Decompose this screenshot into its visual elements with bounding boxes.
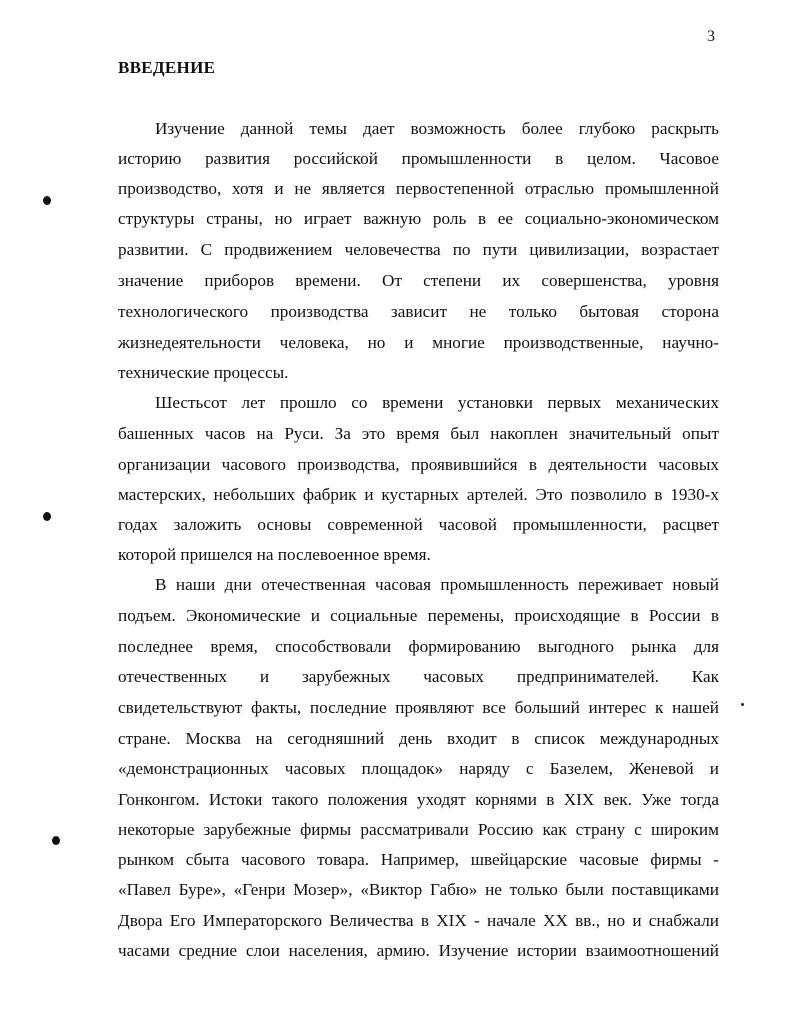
text-line: организации часового производства, проявившийся в деятельности часовых [118,455,719,474]
text-line: Гонконгом. Истоки такого положения уходят корнями в XIX век. Уже тогда [118,790,719,809]
text-line: свидетельствуют факты, последние проявляют все больший интерес к нашей [118,698,719,717]
text-line: структуры страны, но играет важную роль в ее социально-экономическом [118,209,719,228]
text-line: башенных часов на Руси. За это время был накоплен значительный опыт [118,424,719,443]
text-line: которой пришелся на послевоенное время. [118,545,431,564]
text-line: В наши дни отечественная часовая промышленность переживает новый [155,575,719,594]
text-line: технические процессы. [118,363,289,382]
text-line: мастерских, небольших фабрик и кустарных артелей. Это позволило в 1930-х [118,485,719,504]
text-line: технологического производства зависит не только бытовая сторона [118,302,719,321]
text-line: Шестьсот лет прошло со времени установки первых механических [155,393,719,412]
text-line: рынком сбыта часового товара. Например, швейцарские часовые фирмы - [118,850,719,869]
text-line: отечественных и зарубежных часовых предпринимателей. Как [118,667,719,686]
binder-hole-mark [43,196,51,205]
text-line: развитии. С продвижением человечества по пути цивилизации, возрастает [118,240,719,259]
section-heading: ВВЕДЕНИЕ [118,58,216,77]
text-line: историю развития российской промышленности в целом. Часовое [118,149,719,168]
text-line: «демонстрационных часовых площадок» наряду с Базелем, Женевой и [118,759,719,778]
binder-hole-mark [43,512,51,521]
text-line: годах заложить основы современной часовой промышленности, расцвет [118,515,719,534]
text-line: Изучение данной темы дает возможность более глубоко раскрыть [155,119,719,138]
text-line: Двора Его Императорского Величества в XIX - начале XX вв., но и снабжали [118,911,719,930]
text-line: стране. Москва на сегодняшний день входит в список международных [118,729,719,748]
text-line: значение приборов времени. От степени их совершенства, уровня [118,271,719,290]
text-line: жизнедеятельности человека, но и многие производственные, научно- [118,333,719,352]
page-number: 3 [707,28,715,45]
text-line: некоторые зарубежные фирмы рассматривали Россию как страну с широким [118,820,719,839]
text-line: «Павел Буре», «Генри Мозер», «Виктор Габю» не только были поставщиками [118,880,719,899]
binder-hole-mark [52,836,60,845]
text-line: подъем. Экономические и социальные перемены, происходящие в России в [118,606,719,625]
text-line: часами средние слои населения, армию. Изучение истории взаимоотношений [118,941,719,960]
text-line: производство, хотя и не является первостепенной отраслью промышленной [118,179,719,198]
text-line: последнее время, способствовали формированию выгодного рынка для [118,637,719,656]
scan-speck [741,703,744,706]
